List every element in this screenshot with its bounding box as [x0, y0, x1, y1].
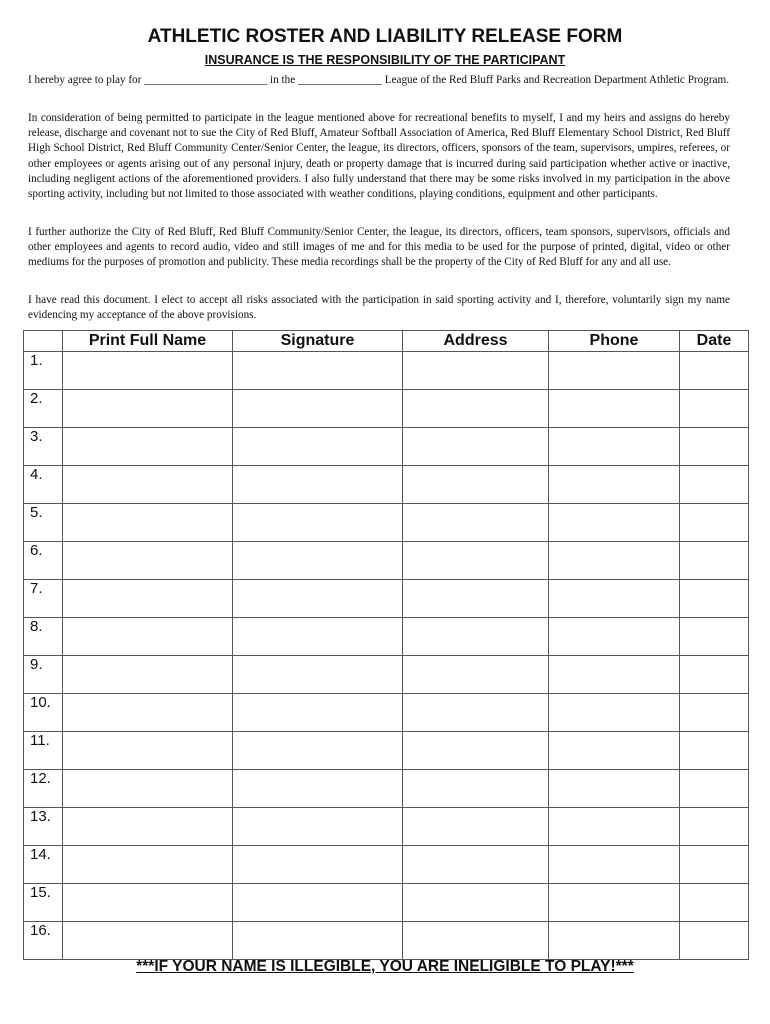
table-row	[24, 618, 749, 656]
table-row	[24, 846, 749, 884]
signature-cell[interactable]	[233, 732, 403, 770]
name-cell[interactable]	[63, 846, 233, 884]
media-authorization-paragraph: I further authorize the City of Red Bluff, Red Bluff Community/Senior Center, the league, its directors, officers, team sponsors, supervisors, officials and other employees and agents to record audio, video and still images of me and for this media to be used for the purpose of printed, digital, video or other mediums for the purposes of promotion and publicity. These media recordings shall be the property of the City of Red Bluff for any and all use.	[28, 226, 730, 269]
signature-cell[interactable]	[233, 428, 403, 466]
table-row	[24, 504, 749, 542]
release-paragraph: In consideration of being permitted to participate in the league mentioned above for recreational benefits to myself, I and my heirs and assigns do hereby release, discharge and covenant not to sue the City of Red Bluff, Amateur Softball Association of America, Red Bluff Elementary School District, Red Bluff High School District, Red Bluff Community Center/Senior Center, the league, its directors, officers, sponsors of the team, supervisors, umpires, referees, or other employees or agents arising out of any personal injury, death or property damage that is incurred during said participation whether active or inactive, including negligent actions of the aforementioned providers. I also fully understand that there may be some risks involved in my participation in the above sporting activity, including but not limited to those associated with weather conditions, playing conditions, equipment and other participants.	[28, 112, 730, 201]
row-number: 2.	[24, 390, 63, 428]
row-number-header	[24, 331, 63, 352]
table-row	[24, 542, 749, 580]
form-title: ATHLETIC ROSTER AND LIABILITY RELEASE FORM	[147, 26, 623, 47]
address-cell[interactable]	[403, 656, 549, 694]
row-number: 14.	[24, 846, 63, 884]
column-header-signature: Signature	[233, 331, 403, 352]
date-cell[interactable]	[680, 846, 749, 884]
phone-cell[interactable]	[549, 428, 680, 466]
signature-cell[interactable]	[233, 808, 403, 846]
address-cell[interactable]	[403, 428, 549, 466]
signature-cell[interactable]	[233, 352, 403, 390]
row-number: 1.	[24, 352, 63, 390]
row-number: 4.	[24, 466, 63, 504]
table-row	[24, 390, 749, 428]
table-row	[24, 884, 749, 922]
phone-cell[interactable]	[549, 732, 680, 770]
address-cell[interactable]	[403, 922, 549, 960]
signature-cell[interactable]	[233, 770, 403, 808]
acceptance-paragraph: I have read this document. I elect to accept all risks associated with the participation in said sporting activity and I, therefore, voluntarily sign my name evidencing my acceptance of the above provisions.	[28, 294, 730, 322]
name-cell[interactable]	[63, 542, 233, 580]
phone-cell[interactable]	[549, 770, 680, 808]
name-cell[interactable]	[63, 770, 233, 808]
table-row	[24, 694, 749, 732]
table-row	[24, 352, 749, 390]
address-cell[interactable]	[403, 694, 549, 732]
agreement-paragraph: I hereby agree to play for ______________________ in the _______________ League of the Red Bluff Parks and Recreation Department Athletic Program.	[28, 74, 730, 86]
address-cell[interactable]	[403, 808, 549, 846]
name-cell[interactable]	[63, 808, 233, 846]
name-cell[interactable]	[63, 922, 233, 960]
row-number: 9.	[24, 656, 63, 694]
address-cell[interactable]	[403, 732, 549, 770]
date-cell[interactable]	[680, 770, 749, 808]
signature-cell[interactable]	[233, 618, 403, 656]
name-cell[interactable]	[63, 428, 233, 466]
row-number: 5.	[24, 504, 63, 542]
column-header-phone: Phone	[549, 331, 680, 352]
name-cell[interactable]	[63, 352, 233, 390]
table-row	[24, 466, 749, 504]
roster-table	[23, 330, 749, 960]
row-number: 13.	[24, 808, 63, 846]
table-row	[24, 656, 749, 694]
date-cell[interactable]	[680, 656, 749, 694]
date-cell[interactable]	[680, 580, 749, 618]
form-subtitle: INSURANCE IS THE RESPONSIBILITY OF THE PARTICIPANT	[204, 53, 566, 67]
signature-cell[interactable]	[233, 390, 403, 428]
signature-cell[interactable]	[233, 466, 403, 504]
legibility-warning: ***IF YOUR NAME IS ILLEGIBLE, YOU ARE INELIGIBLE TO PLAY!***	[136, 958, 634, 975]
address-cell[interactable]	[403, 770, 549, 808]
phone-cell[interactable]	[549, 618, 680, 656]
address-cell[interactable]	[403, 580, 549, 618]
name-cell[interactable]	[63, 466, 233, 504]
table-row	[24, 922, 749, 960]
signature-cell[interactable]	[233, 846, 403, 884]
roster-header-row	[24, 331, 749, 352]
date-cell[interactable]	[680, 428, 749, 466]
address-cell[interactable]	[403, 352, 549, 390]
column-header-address: Address	[403, 331, 549, 352]
row-number: 16.	[24, 922, 63, 960]
phone-cell[interactable]	[549, 352, 680, 390]
signature-cell[interactable]	[233, 922, 403, 960]
phone-cell[interactable]	[549, 922, 680, 960]
phone-cell[interactable]	[549, 542, 680, 580]
column-header-name: Print Full Name	[63, 331, 233, 352]
row-number: 10.	[24, 694, 63, 732]
signature-cell[interactable]	[233, 694, 403, 732]
signature-cell[interactable]	[233, 580, 403, 618]
address-cell[interactable]	[403, 884, 549, 922]
address-cell[interactable]	[403, 504, 549, 542]
date-cell[interactable]	[680, 694, 749, 732]
name-cell[interactable]	[63, 390, 233, 428]
address-cell[interactable]	[403, 618, 549, 656]
date-cell[interactable]	[680, 618, 749, 656]
row-number: 11.	[24, 732, 63, 770]
row-number: 15.	[24, 884, 63, 922]
table-row	[24, 428, 749, 466]
row-number: 3.	[24, 428, 63, 466]
table-row	[24, 732, 749, 770]
name-cell[interactable]	[63, 694, 233, 732]
table-row	[24, 808, 749, 846]
table-row	[24, 580, 749, 618]
address-cell[interactable]	[403, 466, 549, 504]
roster-body	[24, 352, 749, 960]
name-cell[interactable]	[63, 884, 233, 922]
phone-cell[interactable]	[549, 846, 680, 884]
address-cell[interactable]	[403, 390, 549, 428]
date-cell[interactable]	[680, 922, 749, 960]
row-number: 12.	[24, 770, 63, 808]
phone-cell[interactable]	[549, 504, 680, 542]
phone-cell[interactable]	[549, 466, 680, 504]
phone-cell[interactable]	[549, 390, 680, 428]
name-cell[interactable]	[63, 656, 233, 694]
date-cell[interactable]	[680, 390, 749, 428]
phone-cell[interactable]	[549, 580, 680, 618]
date-cell[interactable]	[680, 808, 749, 846]
row-number: 7.	[24, 580, 63, 618]
table-row	[24, 770, 749, 808]
name-cell[interactable]	[63, 732, 233, 770]
date-cell[interactable]	[680, 352, 749, 390]
address-cell[interactable]	[403, 542, 549, 580]
phone-cell[interactable]	[549, 656, 680, 694]
date-cell[interactable]	[680, 466, 749, 504]
phone-cell[interactable]	[549, 884, 680, 922]
phone-cell[interactable]	[549, 808, 680, 846]
name-cell[interactable]	[63, 618, 233, 656]
date-cell[interactable]	[680, 884, 749, 922]
name-cell[interactable]	[63, 580, 233, 618]
row-number: 8.	[24, 618, 63, 656]
date-cell[interactable]	[680, 542, 749, 580]
signature-cell[interactable]	[233, 884, 403, 922]
address-cell[interactable]	[403, 846, 549, 884]
phone-cell[interactable]	[549, 694, 680, 732]
signature-cell[interactable]	[233, 656, 403, 694]
date-cell[interactable]	[680, 504, 749, 542]
row-number: 6.	[24, 542, 63, 580]
column-header-date: Date	[680, 331, 749, 352]
signature-cell[interactable]	[233, 542, 403, 580]
signature-cell[interactable]	[233, 504, 403, 542]
name-cell[interactable]	[63, 504, 233, 542]
date-cell[interactable]	[680, 732, 749, 770]
